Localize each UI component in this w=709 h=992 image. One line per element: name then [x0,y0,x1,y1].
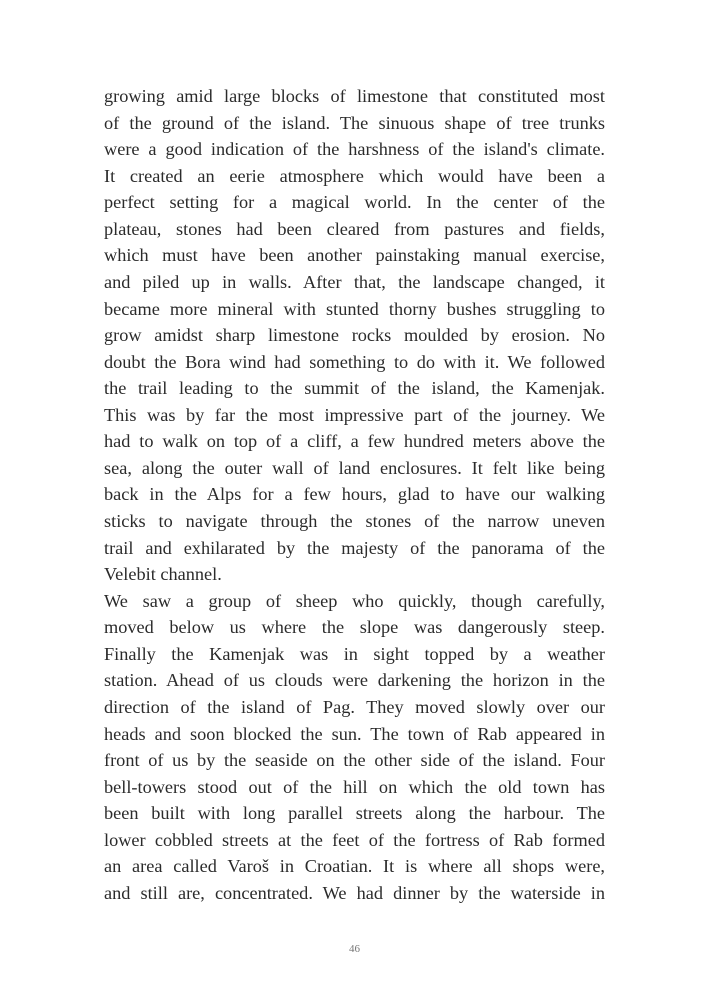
text-line: growing amid large blocks of limestone that constituted most [104,86,605,106]
text-line: front of us by the seaside on the other side of the island. Four [104,750,605,771]
text-line: perfect setting for a magical world. In the center of the [104,192,605,213]
text-line: which must have been another painstaking manual exercise, [104,245,605,266]
text-line: and piled up in walls. After that, the landscape changed, it [104,271,605,292]
text-line: station. Ahead of us clouds were darkening the horizon in the [104,670,605,691]
text-line: an area called Varoš in Croatian. It is where all shops were, [104,856,605,877]
text-line: were a good indication of the harshness of the island's climate. [104,139,605,160]
text-line: grow amidst sharp limestone rocks moulded by erosion. No [104,325,605,346]
text-line: sea, along the outer wall of land enclosures. It felt like being [104,457,605,478]
text-line: the trail leading to the summit of the island, the Kamenjak. [104,378,605,399]
body-text [104,83,605,906]
text-line: Velebit channel. [104,564,222,585]
text-line: sticks to navigate through the stones of the narrow uneven [104,511,605,531]
text-line: trail and exhilarated by the majesty of the panorama of the [104,537,605,558]
text-line: had to walk on top of a cliff, a few hundred meters above the [104,431,605,452]
text-line: We saw a group of sheep who quickly, though carefully, [104,590,605,611]
text-line: lower cobbled streets at the feet of the fortress of Rab formed [104,829,605,850]
text-line: direction of the island of Pag. They moved slowly over our [104,696,605,717]
text-line: doubt the Bora wind had something to do with it. We followed [104,351,605,372]
text-line: heads and soon blocked the sun. The town of Rab appeared in [104,723,605,744]
page-number: 46 [349,943,360,955]
text-line: back in the Alps for a few hours, glad to have our walking [104,484,605,505]
text-line: bell-towers stood out of the hill on which the old town has [104,776,605,797]
text-line: It created an eerie atmosphere which would have been a [104,165,605,186]
text-line: Finally the Kamenjak was in sight topped by a weather [104,643,605,664]
text-line: been built with long parallel streets along the harbour. The [104,803,605,824]
text-line: of the ground of the island. The sinuous shape of tree trunks [104,112,605,133]
text-line: moved below us where the slope was dangerously steep. [104,617,605,638]
text-line: This was by far the most impressive part of the journey. We [104,404,605,425]
text-line: and still are, concentrated. We had dinner by the waterside in [104,882,605,903]
text-line: plateau, stones had been cleared from pastures and fields, [104,218,605,239]
text-line: became more mineral with stunted thorny bushes struggling to [104,298,605,319]
